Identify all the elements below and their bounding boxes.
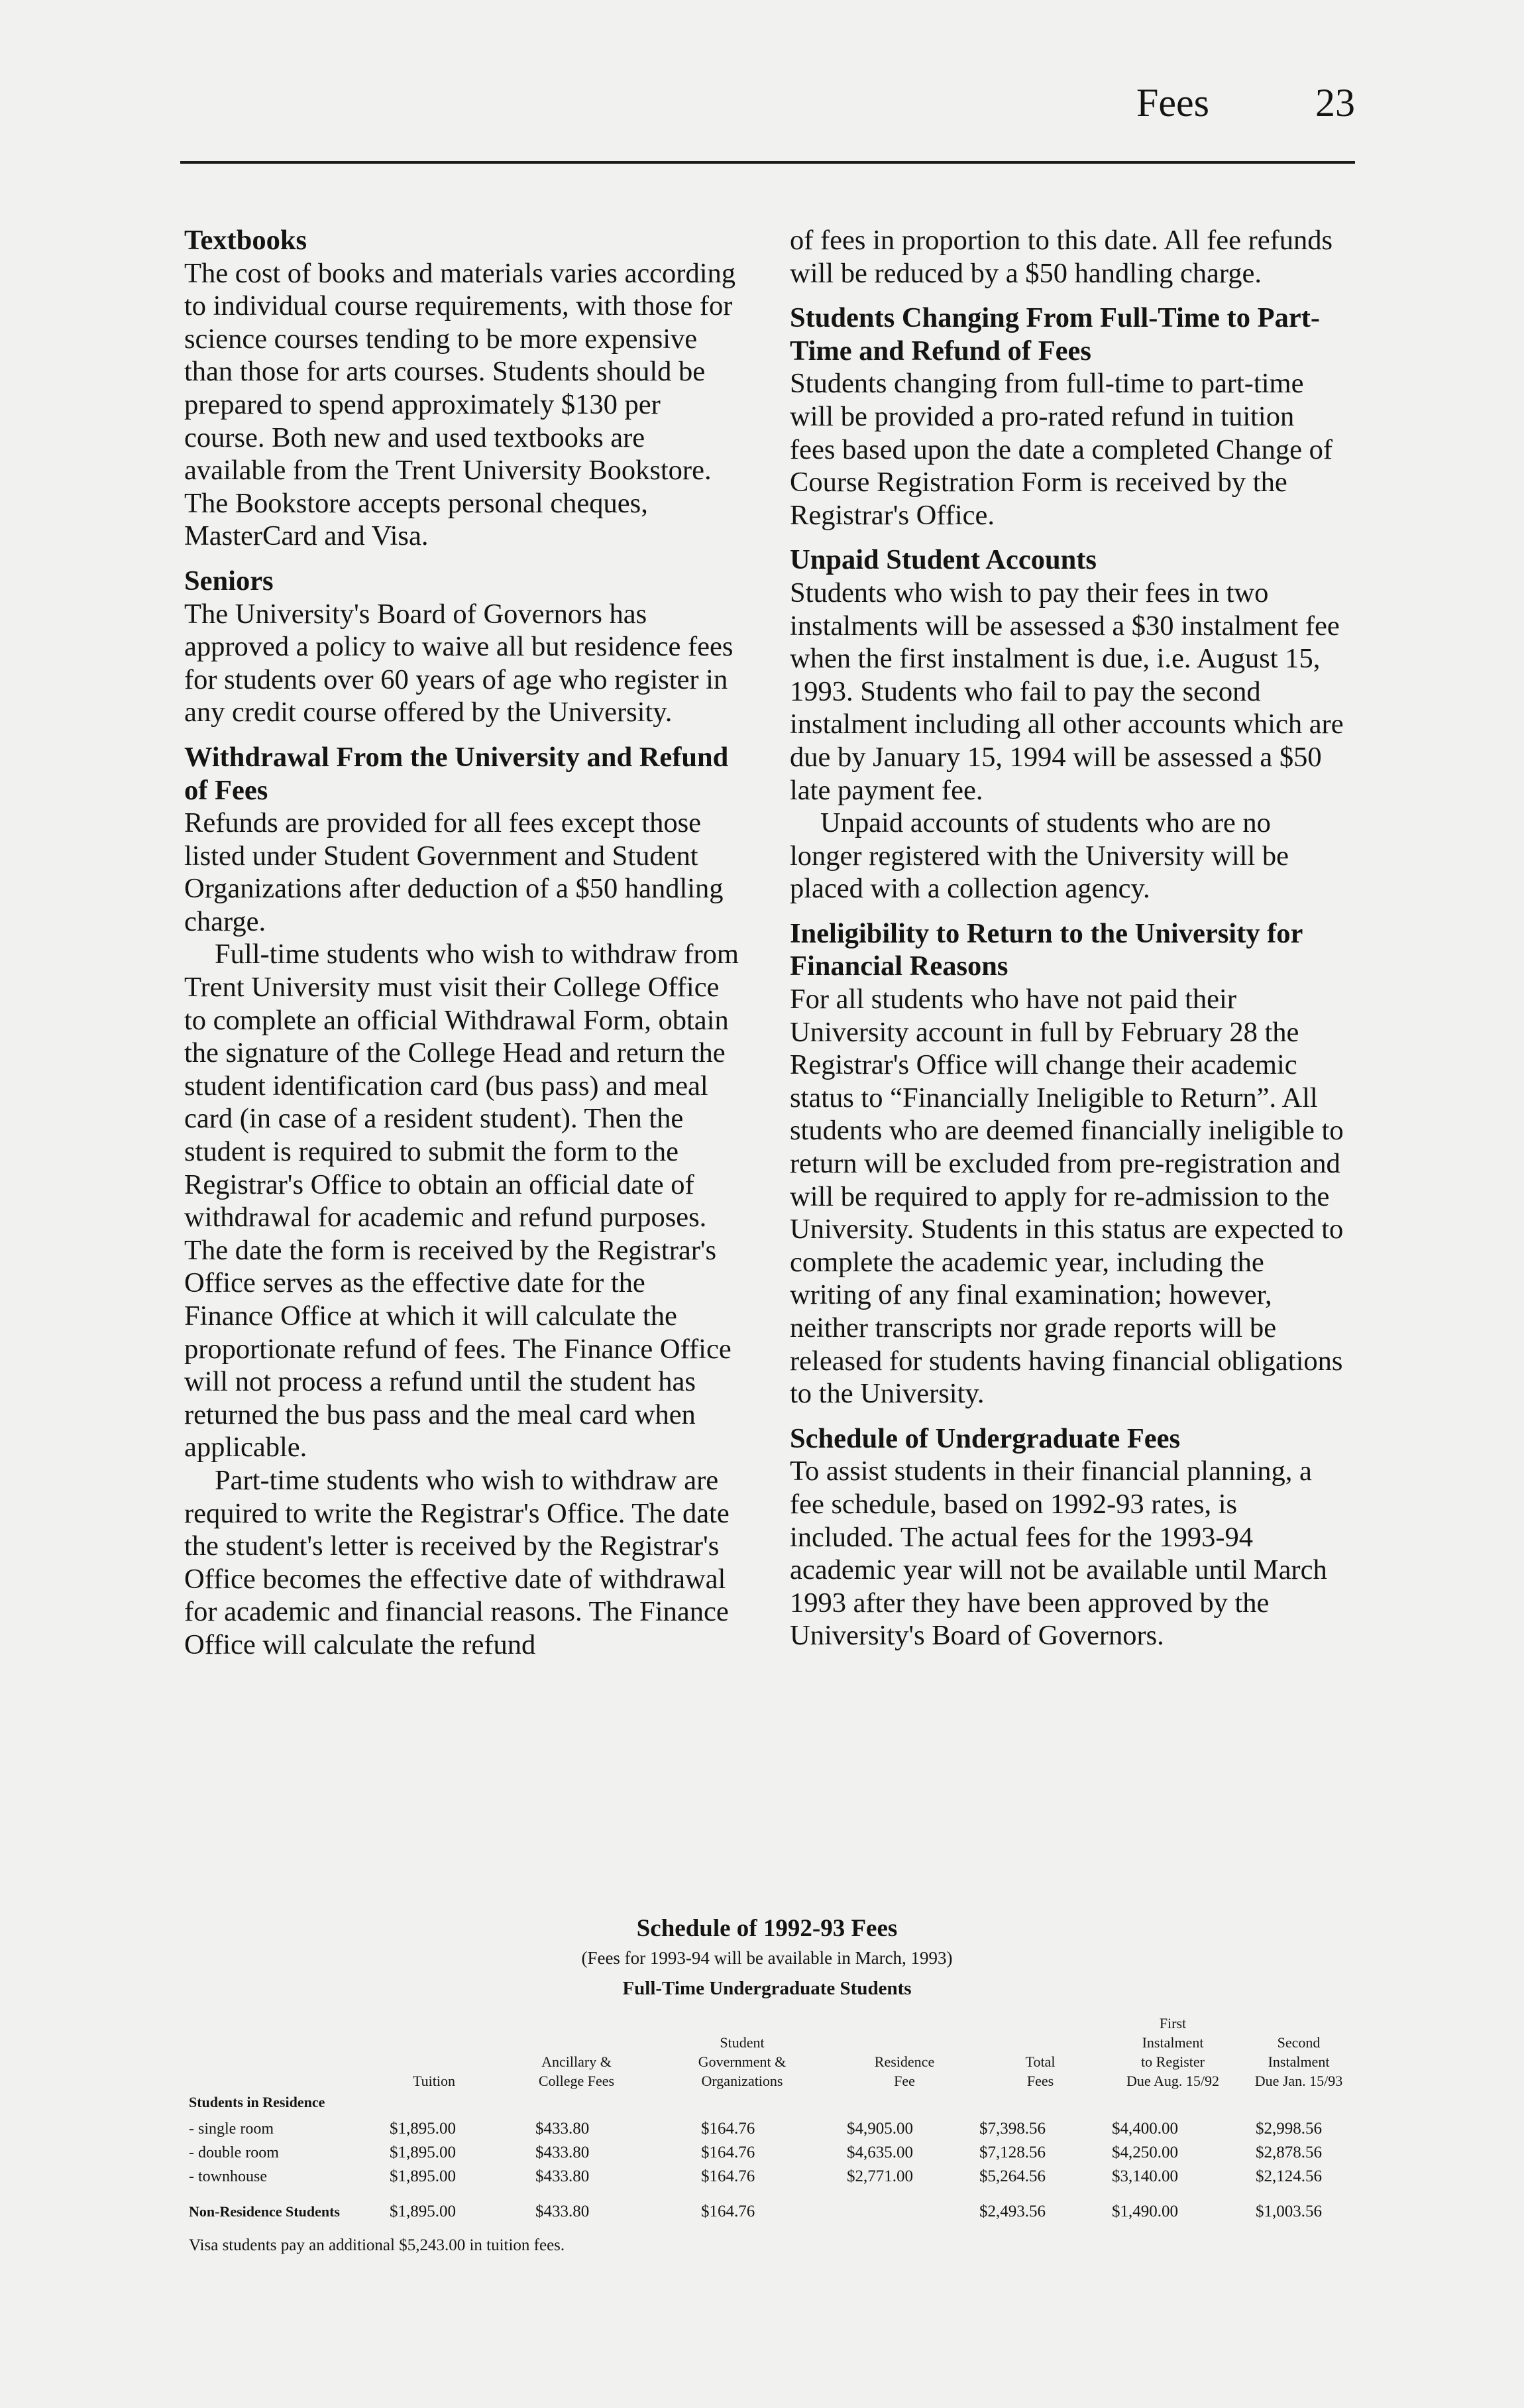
fee-table xyxy=(179,2011,1355,2230)
row-label: - double room xyxy=(189,2144,279,2161)
row-label: Non-Residence Students xyxy=(189,2203,340,2220)
header-line: to Register xyxy=(1141,2053,1205,2070)
paragraph: Unpaid accounts of students who are no longer registered with the University will be placed with a collection agency. xyxy=(790,807,1289,905)
section-textbooks xyxy=(184,224,741,553)
header-line: Organizations xyxy=(701,2073,783,2089)
section-heading: Students Changing From Full-Time to Part-Time and Refund of Fees xyxy=(790,302,1321,367)
section-full-to-part-time xyxy=(790,302,1346,532)
visa-note: Visa students pay an additional $5,243.00 in tuition fees. xyxy=(189,2236,565,2254)
cell-second-instalment: $2,878.56 xyxy=(1256,2144,1322,2161)
page-number: 23 xyxy=(1315,81,1355,125)
right-column xyxy=(790,224,1346,1664)
header-line: Fee xyxy=(894,2073,915,2089)
column-header-second-instalment xyxy=(1239,2033,1358,2091)
header-line: Due Aug. 15/92 xyxy=(1126,2073,1219,2089)
cell-residence: $2,771.00 xyxy=(847,2167,913,2185)
paragraph: The cost of books and materials varies according to individual course requirements, with those for science courses tending to be more expensive than those for arts courses. Students should be prepared to spend approximately $130 per course. Both new and used textbooks are available from the Trent University Bookstore. The Bookstore accepts personal cheques, MasterCard and Visa. xyxy=(184,257,736,552)
schedule-note: (Fees for 1993-94 will be available in March, 1993) xyxy=(581,1948,953,1968)
paragraph: Refunds are provided for all fees except those listed under Student Government and Student Organizations after deduction of a $50 handling charge. xyxy=(184,807,724,937)
cell-total: $2,493.56 xyxy=(979,2203,1046,2220)
paragraph: Students who wish to pay their fees in two instalments will be assessed a $30 instalment fee when the first instalment is due, i.e. August 15, 1993. Students who fail to pay the second instalment including all other accounts which are due by January 15, 1994 will be assessed a $50 late payment fee. xyxy=(790,577,1344,806)
cell-student-government: $164.76 xyxy=(701,2120,755,2138)
header-line: Due Jan. 15/93 xyxy=(1254,2073,1343,2089)
cell-second-instalment: $2,998.56 xyxy=(1256,2120,1322,2138)
section-withdrawal xyxy=(184,741,741,1662)
section-unpaid-accounts xyxy=(790,544,1346,905)
page-header xyxy=(179,76,1355,149)
cell-ancillary: $433.80 xyxy=(535,2120,590,2138)
header-line: Government & xyxy=(698,2053,787,2070)
schedule-title: Schedule of 1992-93 Fees xyxy=(636,1915,898,1942)
cell-student-government: $164.76 xyxy=(701,2144,755,2161)
header-line: Total xyxy=(1025,2053,1056,2070)
header-line: Ancillary & xyxy=(541,2053,612,2070)
cell-student-government: $164.76 xyxy=(701,2203,755,2220)
section-title: Fees xyxy=(1136,81,1209,125)
paragraph: Students changing from full-time to part-time will be provided a pro-rated refund in tuition fees based upon the date a completed Change of Course Registration Form is received by the Registrar's Office. xyxy=(790,368,1333,531)
section-seniors xyxy=(184,565,741,729)
paragraph: Full-time students who wish to withdraw from Trent University must visit their College Office to complete an official Withdrawal Form, obtain the signature of the College Head and return the student identification card (bus pass) and meal card (in case of a resident student). Then the student is required to submit the form to the Registrar's Office to obtain an official date of withdrawal for academic and refund purposes. The date the form is received by the Registrar's Office serves as the effective date for the Finance Office at which it will calculate the proportionate refund of fees. The Finance Office will not process a refund until the student has returned the bus pass and the meal card when applicable. xyxy=(184,939,739,1463)
section-ineligibility xyxy=(790,917,1346,1410)
cell-second-instalment: $1,003.56 xyxy=(1256,2203,1322,2220)
paragraph: For all students who have not paid their University account in full by February 28 the Registrar's Office will change their academic status to “Financially Ineligible to Return”. All students who are deemed financially ineligible to return will be excluded from pre-registration and will be required to apply for re-admission to the University. Students in this status are expected to complete the academic year, including the writing of any final examination; however, neither transcripts nor grade reports will be released for students having financial obligations to the University. xyxy=(790,984,1344,1410)
cell-ancillary: $433.80 xyxy=(535,2167,590,2185)
cell-second-instalment: $2,124.56 xyxy=(1256,2167,1322,2185)
section-heading: Textbooks xyxy=(184,225,307,256)
column-header-ancillary xyxy=(514,2052,639,2091)
header-line: Instalment xyxy=(1268,2053,1330,2070)
column-header-residence xyxy=(845,2052,964,2091)
cell-residence: $4,905.00 xyxy=(847,2120,913,2138)
header-line: College Fees xyxy=(538,2073,615,2089)
row-label: - single room xyxy=(189,2120,274,2138)
cell-first-instalment: $1,490.00 xyxy=(1112,2203,1178,2220)
section-fee-schedule xyxy=(790,1422,1346,1652)
header-line: Student xyxy=(720,2034,765,2051)
cell-total: $7,398.56 xyxy=(979,2120,1046,2138)
cell-first-instalment: $3,140.00 xyxy=(1112,2167,1178,2185)
header-line: Residence xyxy=(874,2053,935,2070)
cell-first-instalment: $4,400.00 xyxy=(1112,2120,1178,2138)
cell-residence: $4,635.00 xyxy=(847,2144,913,2161)
left-column xyxy=(184,224,741,1674)
column-header-tuition xyxy=(378,2071,490,2091)
cell-tuition: $1,895.00 xyxy=(390,2144,456,2161)
cell-total: $5,264.56 xyxy=(979,2167,1046,2185)
row-label: - townhouse xyxy=(189,2168,267,2185)
cell-tuition: $1,895.00 xyxy=(390,2203,456,2220)
header-line: Tuition xyxy=(412,2073,455,2089)
column-header-first-instalment xyxy=(1107,2014,1239,2091)
header-rule xyxy=(180,161,1355,164)
header-line: Fees xyxy=(1026,2073,1054,2089)
paragraph: Part-time students who wish to withdraw are required to write the Registrar's Office. The date the student's letter is received by the Registrar's Office becomes the effective date of withdrawal for academic and financial reasons. The Finance Office will calculate the refund xyxy=(184,1464,730,1660)
paragraph: of fees in proportion to this date. All fee refunds will be reduced by a $50 handling charge. xyxy=(790,225,1333,289)
cell-student-government: $164.76 xyxy=(701,2167,755,2185)
cell-tuition: $1,895.00 xyxy=(390,2167,456,2185)
section-heading: Schedule of Undergraduate Fees xyxy=(790,1422,1181,1454)
cell-total: $7,128.56 xyxy=(979,2144,1046,2161)
fee-schedule xyxy=(179,1913,1355,2258)
section-heading: Unpaid Student Accounts xyxy=(790,544,1097,576)
header-line: First xyxy=(1159,2015,1187,2032)
group-label-residence: Students in Residence xyxy=(189,2094,325,2110)
cell-first-instalment: $4,250.00 xyxy=(1112,2144,1178,2161)
section-refund-continued xyxy=(790,224,1346,290)
schedule-subtitle: Full-Time Undergraduate Students xyxy=(622,1978,912,1999)
section-heading: Seniors xyxy=(184,565,274,597)
column-header-total xyxy=(987,2052,1093,2091)
header-line: Instalment xyxy=(1142,2034,1204,2051)
paragraph: To assist students in their financial planning, a fee schedule, based on 1992-93 rates, is included. The actual fees for the 1993-94 academic year will not be available until March 1993 after they have been approved by the University's Board of Governors. xyxy=(790,1456,1327,1652)
cell-ancillary: $433.80 xyxy=(535,2203,590,2220)
cell-tuition: $1,895.00 xyxy=(390,2120,456,2138)
section-heading: Ineligibility to Return to the University for Financial Reasons xyxy=(790,917,1303,982)
header-line: Second xyxy=(1277,2034,1321,2051)
paragraph: The University's Board of Governors has approved a policy to waive all but residence fees for students over 60 years of age who register in any credit course offered by the University. xyxy=(184,598,734,728)
section-heading: Withdrawal From the University and Refund of Fees xyxy=(184,741,729,806)
cell-ancillary: $433.80 xyxy=(535,2144,590,2161)
column-header-student-government xyxy=(669,2033,815,2091)
